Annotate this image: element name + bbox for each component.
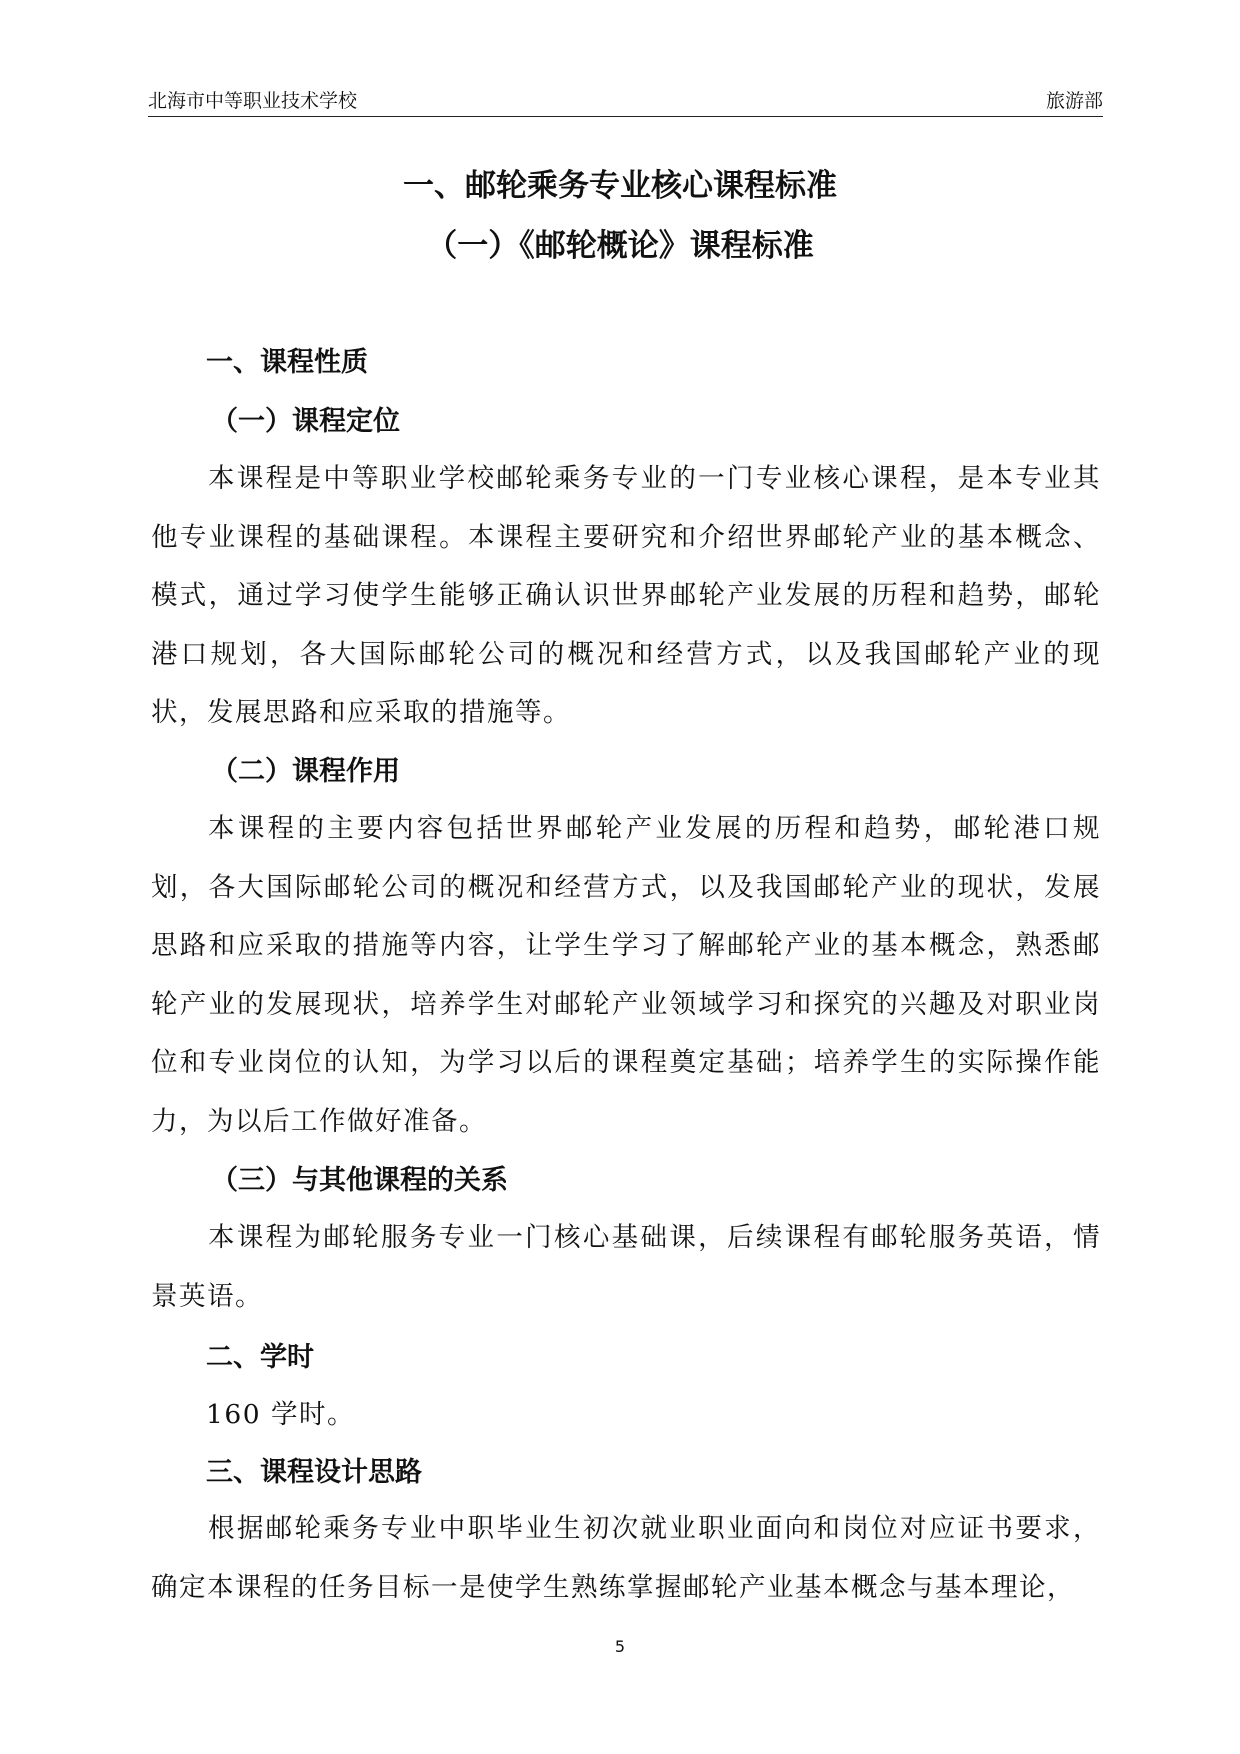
- subsection-heading-course-positioning: （一）课程定位: [211, 406, 400, 437]
- paragraph-course-role: 本课程的主要内容包括世界邮轮产业发展的历程和趋势，邮轮港口规划，各大国际邮轮公司的概况和经营方式，以及我国邮轮产业的现状，发展思路和应采取的措施等内容，让学生学习了解邮轮产业的基本概念，熟悉邮轮产业的发展现状，培养学生对邮轮产业领域学习和探究的兴趣及对职业岗位和专业岗位的认知，为学习以后的课程奠定基础；培养学生的实际操作能力，为以后工作做好准备。: [151, 813, 1101, 1137]
- document-main-title: 一、邮轮乘务专业核心课程标准: [403, 168, 837, 204]
- paragraph-course-positioning: 本课程是中等职业学校邮轮乘务专业的一门专业核心课程，是本专业其他专业课程的基础课程。本课程主要研究和介绍世界邮轮产业的基本概念、模式，通过学习使学生能够正确认识世界邮轮产业发展的历程和趋势，邮轮港口规划，各大国际邮轮公司的概况和经营方式，以及我国邮轮产业的现状，发展思路和应采取的措施等。: [151, 463, 1101, 728]
- paragraph-course-relations: 本课程为邮轮服务专业一门核心基础课，后续课程有邮轮服务英语，情景英语。: [151, 1222, 1101, 1312]
- subsection-heading-course-relations: （三）与其他课程的关系: [211, 1165, 508, 1196]
- document-sub-title: （一）《邮轮概论》课程标准: [426, 228, 814, 264]
- text-hours: 160 学时。: [206, 1399, 356, 1430]
- paragraph-design-approach: 根据邮轮乘务专业中职毕业生初次就业职业面向和岗位对应证书要求，确定本课程的任务目标一是使学生熟练掌握邮轮产业基本概念与基本理论，: [151, 1513, 1101, 1603]
- section-heading-course-nature: 一、课程性质: [206, 347, 368, 378]
- subsection-heading-course-role: （二）课程作用: [211, 756, 400, 787]
- page-number: 5: [614, 1637, 626, 1656]
- header-department: 旅游部: [1045, 90, 1103, 112]
- page-header: [148, 86, 1103, 117]
- header-school-name: 北海市中等职业技术学校: [148, 90, 358, 112]
- section-heading-design-approach: 三、课程设计思路: [206, 1457, 422, 1488]
- section-heading-hours: 二、学时: [206, 1342, 314, 1373]
